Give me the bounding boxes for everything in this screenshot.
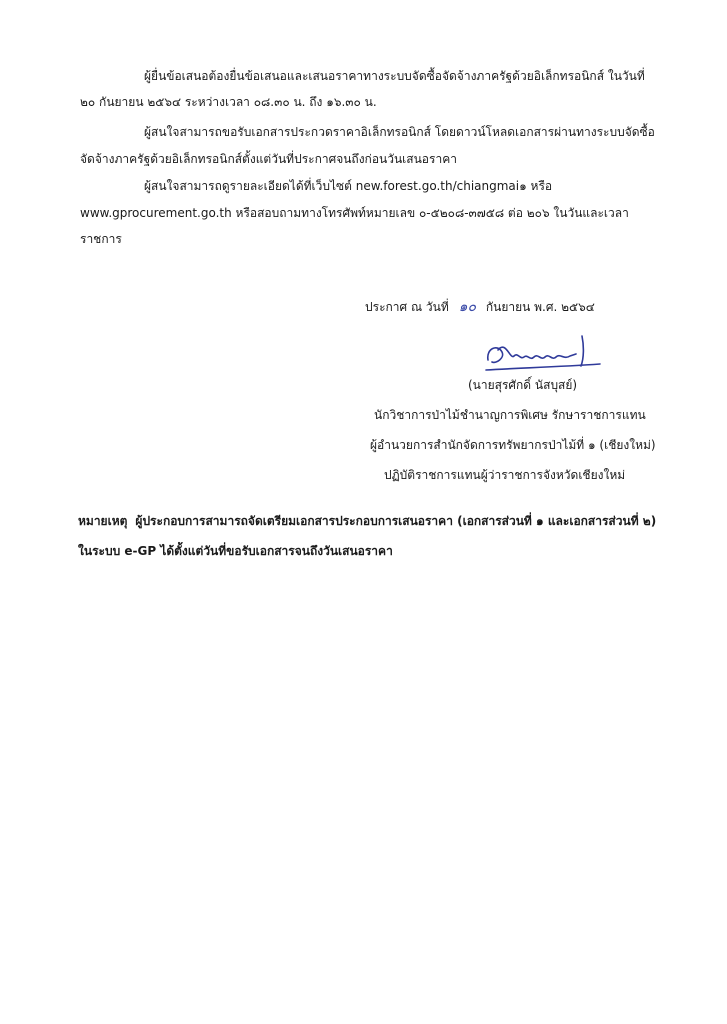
announcement-prefix: ประกาศ ณ วันที่ [365,300,449,314]
body-line-4: จัดจ้างภาครัฐด้วยอิเล็กทรอนิกส์ตั้งแต่วันที่ประกาศจนถึงก่อนวันเสนอราคา [80,152,457,166]
signature-image [478,330,608,380]
signatory-title-1: นักวิชาการป่าไม้ชำนาญการพิเศษ รักษาราชการแทน [374,408,646,422]
body-line-7: ราชการ [80,232,122,246]
body-line-6: www.gprocurement.go.th หรือสอบถามทางโทรศัพท์หมายเลข ๐-๕๒๐๘-๓๗๕๘ ต่อ ๒๐๖ ในวันและเวลา [80,206,629,220]
announcement-date [365,299,595,315]
signatory-title-3: ปฏิบัติราชการแทนผู้ว่าราชการจังหวัดเชียงใหม่ [384,468,626,482]
body-line-3: ผู้สนใจสามารถขอรับเอกสารประกวดราคาอิเล็กทรอนิกส์ โดยดาวน์โหลดเอกสารผ่านทางระบบจัดซื้อ [144,125,655,139]
note-text-1: ผู้ประกอบการสามารถจัดเตรียมเอกสารประกอบการเสนอราคา (เอกสารส่วนที่ ๑ และเอกสารส่วนที่ ๒) [135,514,657,528]
note-line-2: ในระบบ e-GP ได้ตั้งแต่วันที่ขอรับเอกสารจนถึงวันเสนอราคา [78,544,393,558]
note-line-1 [78,513,656,529]
signatory-title-2: ผู้อำนวยการสำนักจัดการทรัพยากรป่าไม้ที่ ๑ (เชียงใหม่) [370,438,656,452]
body-line-2: ๒๐ กันยายน ๒๕๖๔ ระหว่างเวลา ๐๘.๓๐ น. ถึง ๑๖.๓๐ น. [80,95,377,109]
body-line-5: ผู้สนใจสามารถดูรายละเอียดได้ที่เว็บไซต์ new.forest.go.th/chiangmai๑ หรือ [144,179,553,193]
signatory-name: (นายสุรศักดิ์ นัสบุสย์) [468,378,578,392]
body-line-1: ผู้ยื่นข้อเสนอต้องยื่นข้อเสนอและเสนอราคาทางระบบจัดซื้อจัดจ้างภาครัฐด้วยอิเล็กทรอนิกส์ ในวันที่ [144,69,645,83]
announcement-suffix: กันยายน พ.ศ. ๒๕๖๔ [485,300,595,314]
note-label: หมายเหตุ [78,514,128,528]
announcement-day-handwritten: ๑๐ [458,299,477,315]
